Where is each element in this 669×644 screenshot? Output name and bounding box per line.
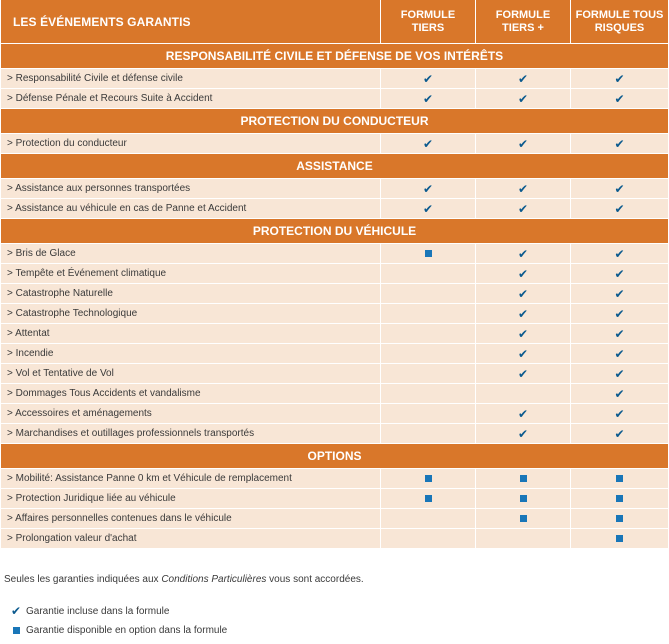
check-icon: ✔	[422, 181, 434, 196]
row-label: > Assistance aux personnes transportées	[1, 179, 381, 199]
table-row	[1, 424, 668, 444]
row-value-cell	[476, 469, 571, 489]
table-row	[1, 304, 668, 324]
row-value-cell	[476, 324, 571, 344]
section-header: OPTIONS	[1, 444, 668, 469]
row-value-cell	[571, 304, 668, 324]
footnote: Seules les garanties indiquées aux Conditions Particulières vous sont accordées.	[4, 574, 364, 585]
row-label: > Attentat	[1, 324, 381, 344]
check-icon: ✔	[614, 91, 625, 106]
table-row	[1, 134, 668, 154]
check-icon: ✔	[422, 136, 434, 151]
row-value-cell	[381, 264, 476, 284]
row-value-cell	[476, 199, 571, 219]
row-value-cell	[571, 384, 668, 404]
row-value-cell	[476, 304, 571, 324]
row-label: > Marchandises et outillages professionnels transportés	[1, 424, 381, 444]
check-icon: ✔	[517, 201, 529, 216]
check-icon: ✔	[614, 326, 625, 341]
table-row	[1, 179, 668, 199]
check-icon: ✔	[517, 286, 529, 301]
row-value-cell	[571, 529, 668, 549]
row-value-cell	[381, 179, 476, 199]
check-icon: ✔	[614, 286, 625, 301]
table-row	[1, 404, 668, 424]
check-icon: ✔	[517, 71, 529, 86]
row-value-cell	[381, 134, 476, 154]
row-value-cell	[476, 424, 571, 444]
row-value-cell	[571, 364, 668, 384]
row-value-cell	[571, 89, 668, 109]
row-value-cell	[476, 384, 571, 404]
check-icon: ✔	[517, 366, 529, 381]
table-row	[1, 364, 668, 384]
option-square-icon	[520, 495, 527, 502]
option-square-icon	[616, 475, 623, 482]
legend-included: ✔ Garantie incluse dans la formule	[10, 604, 170, 618]
check-icon: ✔	[517, 181, 529, 196]
check-icon: ✔	[614, 136, 625, 151]
row-label: > Tempête et Événement climatique	[1, 264, 381, 284]
check-icon: ✔	[517, 306, 529, 321]
check-icon: ✔	[517, 326, 529, 341]
legend-option: Garantie disponible en option dans la formule	[10, 625, 227, 636]
row-label: > Catastrophe Naturelle	[1, 284, 381, 304]
table-row	[1, 264, 668, 284]
check-icon: ✔	[614, 246, 625, 261]
row-value-cell	[381, 244, 476, 264]
check-icon: ✔	[517, 246, 529, 261]
table-row	[1, 489, 668, 509]
row-value-cell	[381, 324, 476, 344]
check-icon: ✔	[517, 406, 529, 421]
row-value-cell	[571, 69, 668, 89]
option-square-icon	[13, 627, 20, 634]
table-row	[1, 199, 668, 219]
row-value-cell	[571, 179, 668, 199]
row-value-cell	[571, 244, 668, 264]
row-value-cell	[571, 404, 668, 424]
check-icon: ✔	[10, 604, 22, 618]
row-label: > Incendie	[1, 344, 381, 364]
row-value-cell	[571, 264, 668, 284]
row-value-cell	[476, 264, 571, 284]
row-value-cell	[381, 344, 476, 364]
row-label: > Prolongation valeur d'achat	[1, 529, 381, 549]
row-value-cell	[381, 509, 476, 529]
row-label: > Assistance au véhicule en cas de Panne et Accident	[1, 199, 381, 219]
row-label: > Défense Pénale et Recours Suite à Accident	[1, 89, 381, 109]
option-square-icon	[616, 515, 623, 522]
option-square-icon	[616, 535, 623, 542]
row-label: > Catastrophe Technologique	[1, 304, 381, 324]
check-icon: ✔	[614, 266, 625, 281]
table-row	[1, 69, 668, 89]
table-header	[1, 0, 668, 44]
check-icon: ✔	[517, 426, 529, 441]
header-col-tous-risques: FORMULE TOUS RISQUES	[571, 0, 668, 44]
row-value-cell	[381, 199, 476, 219]
row-value-cell	[476, 364, 571, 384]
check-icon: ✔	[614, 306, 625, 321]
row-value-cell	[381, 489, 476, 509]
row-value-cell	[571, 469, 668, 489]
table-row	[1, 529, 668, 549]
check-icon: ✔	[614, 346, 625, 361]
row-label: > Mobilité: Assistance Panne 0 km et Véhicule de remplacement	[1, 469, 381, 489]
table-row	[1, 344, 668, 364]
row-value-cell	[476, 489, 571, 509]
table-row	[1, 284, 668, 304]
row-label: > Protection du conducteur	[1, 134, 381, 154]
check-icon: ✔	[614, 406, 625, 421]
row-value-cell	[381, 529, 476, 549]
row-value-cell	[571, 424, 668, 444]
check-icon: ✔	[517, 266, 529, 281]
row-label: > Affaires personnelles contenues dans le véhicule	[1, 509, 381, 529]
option-square-icon	[616, 495, 623, 502]
check-icon: ✔	[517, 136, 529, 151]
table-row	[1, 324, 668, 344]
row-value-cell	[571, 509, 668, 529]
table-row	[1, 384, 668, 404]
row-value-cell	[381, 404, 476, 424]
check-icon: ✔	[614, 386, 625, 401]
row-value-cell	[476, 404, 571, 424]
row-value-cell	[381, 364, 476, 384]
row-value-cell	[476, 284, 571, 304]
option-square-icon	[425, 495, 432, 502]
row-value-cell	[476, 69, 571, 89]
row-value-cell	[476, 134, 571, 154]
table-row	[1, 509, 668, 529]
row-value-cell	[571, 344, 668, 364]
header-col-tiers-plus: FORMULE TIERS +	[476, 0, 571, 44]
row-label: > Protection Juridique liée au véhicule	[1, 489, 381, 509]
option-square-icon	[520, 475, 527, 482]
check-icon: ✔	[614, 71, 625, 86]
check-icon: ✔	[614, 426, 625, 441]
row-value-cell	[571, 489, 668, 509]
check-icon: ✔	[422, 91, 434, 106]
check-icon: ✔	[422, 71, 434, 86]
row-value-cell	[381, 89, 476, 109]
row-value-cell	[381, 304, 476, 324]
row-value-cell	[381, 384, 476, 404]
option-square-icon	[425, 475, 432, 482]
section-header: ASSISTANCE	[1, 154, 668, 179]
row-value-cell	[381, 469, 476, 489]
option-square-icon	[520, 515, 527, 522]
row-value-cell	[476, 509, 571, 529]
option-square-icon	[425, 250, 432, 257]
guarantees-table	[1, 0, 668, 549]
row-value-cell	[476, 344, 571, 364]
row-value-cell	[571, 199, 668, 219]
section-header: RESPONSABILITÉ CIVILE ET DÉFENSE DE VOS INTÉRÊTS	[1, 44, 668, 69]
row-value-cell	[571, 284, 668, 304]
check-icon: ✔	[614, 201, 625, 216]
table-row	[1, 244, 668, 264]
check-icon: ✔	[517, 346, 529, 361]
row-label: > Bris de Glace	[1, 244, 381, 264]
check-icon: ✔	[517, 91, 529, 106]
row-value-cell	[571, 134, 668, 154]
check-icon: ✔	[614, 366, 625, 381]
section-header: PROTECTION DU CONDUCTEUR	[1, 109, 668, 134]
row-value-cell	[476, 89, 571, 109]
row-value-cell	[381, 284, 476, 304]
row-value-cell	[381, 424, 476, 444]
row-value-cell	[476, 179, 571, 199]
table-row	[1, 469, 668, 489]
row-label: > Responsabilité Civile et défense civile	[1, 69, 381, 89]
row-label: > Accessoires et aménagements	[1, 404, 381, 424]
row-label: > Dommages Tous Accidents et vandalisme	[1, 384, 381, 404]
table-row	[1, 89, 668, 109]
row-value-cell	[571, 324, 668, 344]
row-value-cell	[476, 244, 571, 264]
header-label: LES ÉVÉNEMENTS GARANTIS	[1, 0, 381, 44]
check-icon: ✔	[614, 181, 625, 196]
row-value-cell	[381, 69, 476, 89]
row-label: > Vol et Tentative de Vol	[1, 364, 381, 384]
check-icon: ✔	[422, 201, 434, 216]
row-value-cell	[476, 529, 571, 549]
section-header: PROTECTION DU VÉHICULE	[1, 219, 668, 244]
table-body	[1, 44, 668, 549]
header-col-tiers: FORMULE TIERS	[381, 0, 476, 44]
